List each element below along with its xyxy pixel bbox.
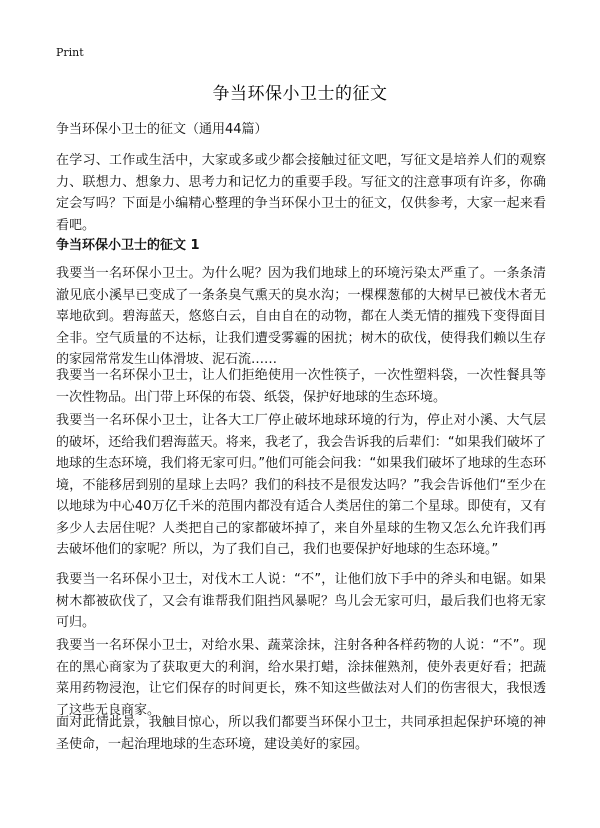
- body-paragraph-1: 我要当一名环保小卫士。为什么呢？因为我们地球上的环境污染太严重了。一条条清澈见底小溪早已变成了一条条臭气熏天的臭水沟；一棵棵葱郁的大树早已被伐木者无辜地砍到。碧海蓝天，悠悠白云，自由自在的动物，都在人类无情的摧残下变得面目全非。空气质量的不达标，让我们遭受雾霾的困扰；树木的砍伐，使得我们赖以生存的家园常常发生山体滑坡、泥石流……: [56, 266, 546, 367]
- body-paragraph-3: 我要当一名环保小卫士，让各大工厂停止破坏地球环境的行为，停止对小溪、大气层的破坏，还给我们碧海蓝天。将来，我老了，我会告诉我的后辈们：“如果我们破坏了地球的生态环境，我们将无家可归。”他们可能会问我：“如果我们破坏了地球的生态环境，不能移居到别的星球上去吗？我们的科技不是很发达吗？”我会告诉他们“至少在以地球为中心40万亿千米的范围内都没有适合人类居住的第二个星球。即使有，又有多少人去居住呢？人类把自己的家都破坏掉了，来自外星球的生物又怎么允许我们再去破坏他们的家呢？所以，为了我们自己，我们也要保护好地球的生态环境。”: [56, 413, 546, 557]
- page-title: 争当环保小卫士的征文: [212, 84, 388, 104]
- body-paragraph-2: 我要当一名环保小卫士，让人们拒绝使用一次性筷子，一次性塑料袋，一次性餐具等一次性物品。出门带上环保的布袋、纸袋，保护好地球的生态环境。: [56, 368, 546, 405]
- body-paragraph-4: 我要当一名环保小卫士，对伐木工人说：“不”，让他们放下手中的斧头和电锯。如果树木都被砍伐了，又会有谁帮我们阻挡风暴呢？鸟儿会无家可归，最后我们也将无家可归。: [56, 572, 546, 630]
- intro-paragraph: 在学习、工作或生活中，大家或多或少都会接触过征文吧，写征文是培养人们的观察力、联想力、想象力、思考力和记忆力的重要手段。写征文的注意事项有许多，你确定会写吗？下面是小编精心整理的争当环保小卫士的征文，仅供参考，大家一起来看看吧。: [56, 153, 546, 233]
- section-heading: 争当环保小卫士的征文 1: [56, 238, 200, 253]
- body-paragraph-5: 我要当一名环保小卫士，对给水果、蔬菜涂抹，注射各种各样药物的人说：“不”。现在的黑心商家为了获取更大的利润，给水果打蜡，涂抹催熟剂，使外表更好看；把蔬菜用药物浸泡，让它们保存的时间更长，殊不知这些做法对人们的伤害很大，我恨透了这些无良商家。: [56, 638, 546, 718]
- print-label[interactable]: Print: [56, 46, 84, 59]
- body-paragraph-6: 面对此情此景，我触目惊心，所以我们都要当环保小卫士，共同承担起保护环境的神圣使命，一起治理地球的生态环境，建设美好的家园。: [56, 715, 546, 752]
- document-subtitle: 争当环保小卫士的征文（通用44篇）: [56, 122, 268, 137]
